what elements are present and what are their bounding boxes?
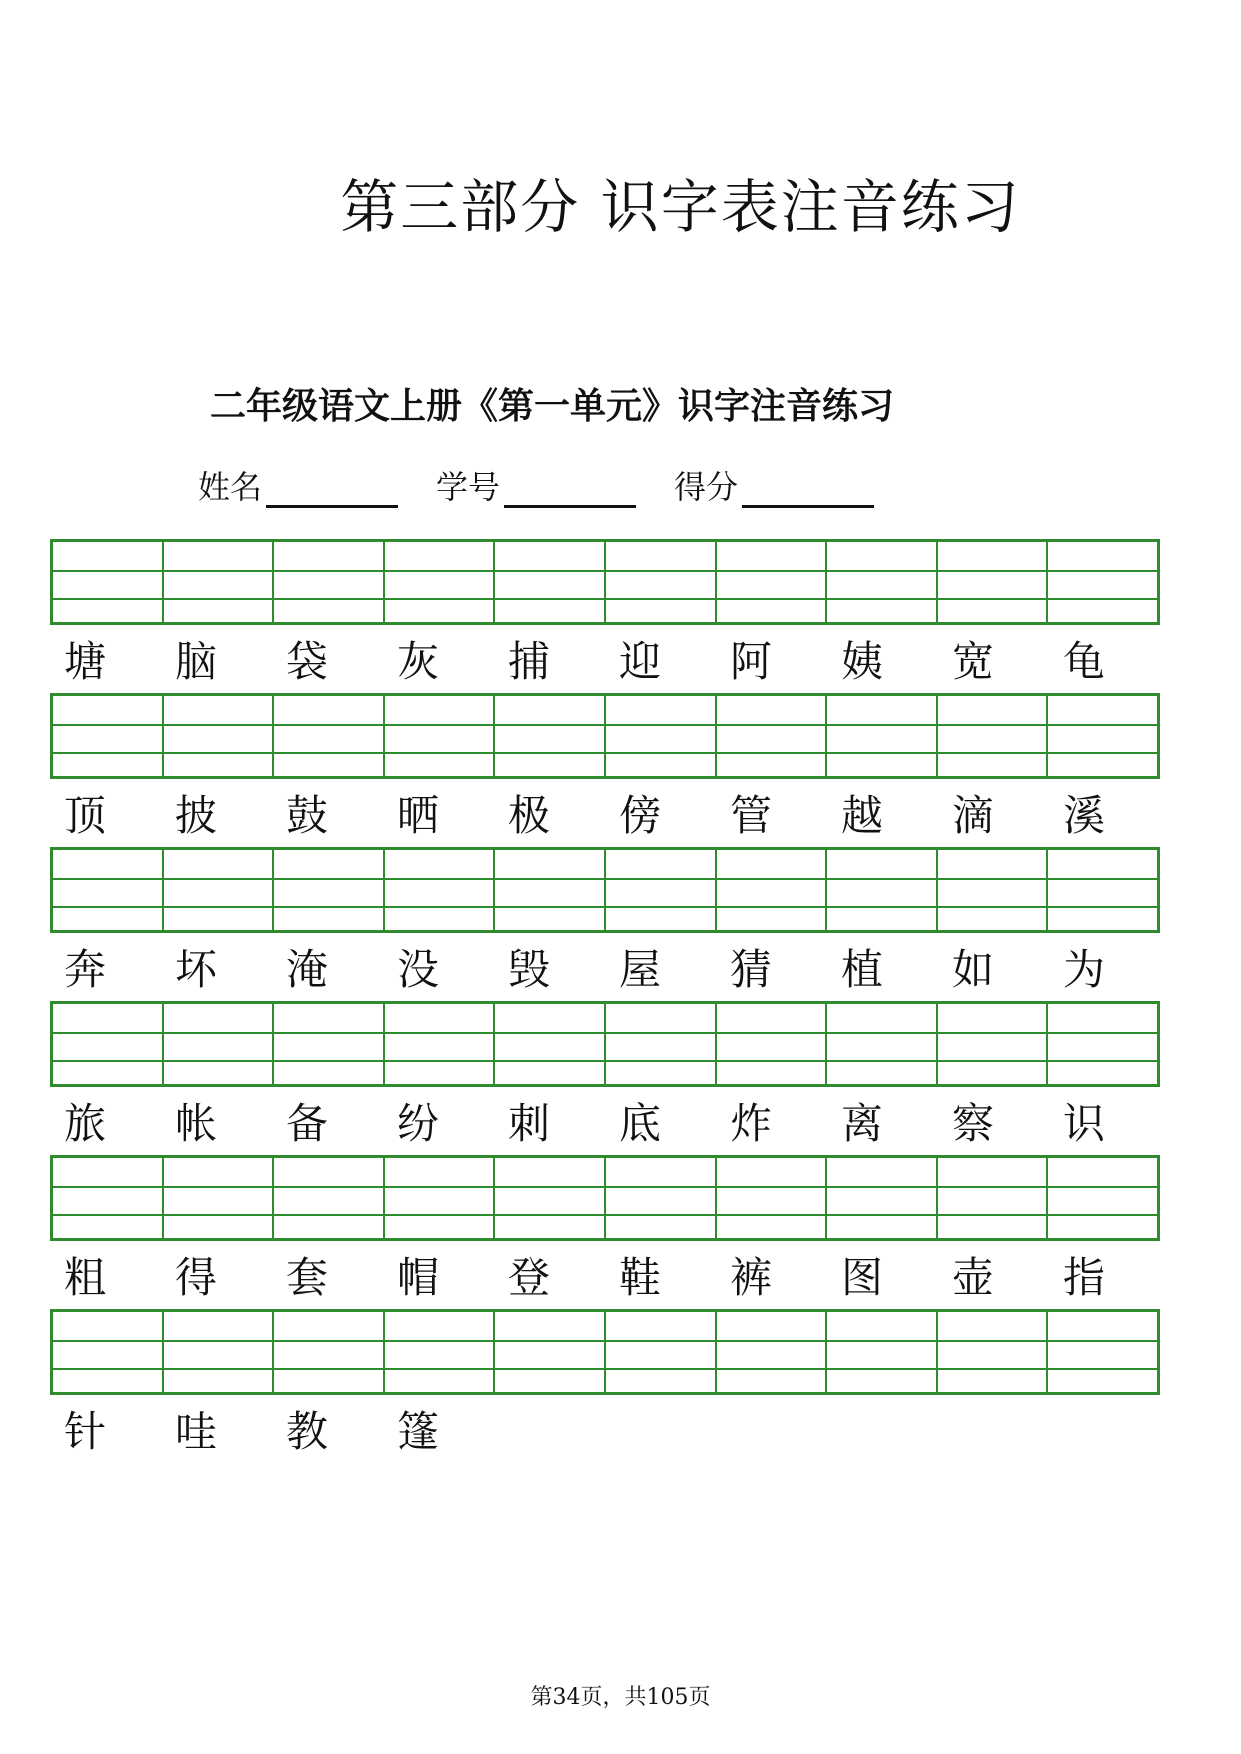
hanzi-character: 袋 xyxy=(286,637,329,686)
pinyin-writing-cell[interactable] xyxy=(1048,1158,1159,1240)
hanzi-character: 裤 xyxy=(730,1253,773,1302)
hanzi-character: 龟 xyxy=(1063,637,1106,686)
pinyin-writing-cell[interactable] xyxy=(274,1312,385,1394)
hanzi-character: 旅 xyxy=(64,1099,107,1148)
hanzi-character: 捕 xyxy=(508,637,551,686)
pinyin-writing-cell[interactable] xyxy=(385,1312,496,1394)
pinyin-grid-row xyxy=(50,1001,1160,1087)
pinyin-writing-cell[interactable] xyxy=(495,542,606,624)
pinyin-writing-cell[interactable] xyxy=(495,1312,606,1394)
page-footer: 第34页，共105页 xyxy=(530,1685,711,1710)
pinyin-writing-cell[interactable] xyxy=(827,1158,938,1240)
pinyin-writing-cell[interactable] xyxy=(274,1004,385,1086)
pinyin-grid-row xyxy=(50,1309,1160,1395)
pinyin-writing-cell[interactable] xyxy=(495,696,606,778)
character-row xyxy=(50,933,1160,1001)
pinyin-writing-cell[interactable] xyxy=(495,1004,606,1086)
hanzi-character: 炸 xyxy=(730,1099,773,1148)
pinyin-writing-cell[interactable] xyxy=(164,850,275,932)
pinyin-writing-cell[interactable] xyxy=(606,696,717,778)
pinyin-writing-cell[interactable] xyxy=(827,696,938,778)
character-row xyxy=(50,1087,1160,1155)
pinyin-writing-cell[interactable] xyxy=(164,542,275,624)
pinyin-writing-cell[interactable] xyxy=(938,850,1049,932)
pinyin-writing-cell[interactable] xyxy=(606,850,717,932)
name-blank-line[interactable] xyxy=(266,475,398,508)
pinyin-writing-cell[interactable] xyxy=(827,1004,938,1086)
student-number-field[interactable] xyxy=(436,462,636,508)
hanzi-character: 没 xyxy=(397,945,440,994)
pinyin-writing-cell[interactable] xyxy=(164,1312,275,1394)
character-row xyxy=(50,1395,1160,1463)
pinyin-writing-cell[interactable] xyxy=(827,542,938,624)
pinyin-writing-cell[interactable] xyxy=(385,542,496,624)
name-field[interactable] xyxy=(198,462,398,508)
hanzi-character: 植 xyxy=(841,945,884,994)
hanzi-character: 图 xyxy=(841,1253,884,1302)
hanzi-character: 坏 xyxy=(175,945,218,994)
hanzi-character: 越 xyxy=(841,791,884,840)
hanzi-character: 哇 xyxy=(175,1407,218,1456)
hanzi-character: 宽 xyxy=(952,637,995,686)
hanzi-character: 溪 xyxy=(1063,791,1106,840)
student-number-label: 学号 xyxy=(436,468,501,506)
pinyin-grid-row xyxy=(50,847,1160,933)
hanzi-character: 得 xyxy=(175,1253,218,1302)
hanzi-character: 底 xyxy=(619,1099,662,1148)
hanzi-character: 察 xyxy=(952,1099,995,1148)
pinyin-writing-cell[interactable] xyxy=(606,1158,717,1240)
pinyin-writing-cell[interactable] xyxy=(164,1158,275,1240)
pinyin-writing-cell[interactable] xyxy=(164,1004,275,1086)
score-field[interactable] xyxy=(674,462,874,508)
hanzi-character: 壶 xyxy=(952,1253,995,1302)
hanzi-character: 备 xyxy=(286,1099,329,1148)
pinyin-writing-cell[interactable] xyxy=(938,542,1049,624)
pinyin-writing-cell[interactable] xyxy=(274,850,385,932)
character-row xyxy=(50,1241,1160,1309)
hanzi-character: 灰 xyxy=(397,637,440,686)
pinyin-writing-cell[interactable] xyxy=(717,1158,828,1240)
pinyin-writing-cell[interactable] xyxy=(1048,1004,1159,1086)
pinyin-writing-cell[interactable] xyxy=(938,1004,1049,1086)
score-blank-line[interactable] xyxy=(742,475,874,508)
hanzi-character: 识 xyxy=(1063,1099,1106,1148)
hanzi-character: 极 xyxy=(508,791,551,840)
hanzi-character: 淹 xyxy=(286,945,329,994)
pinyin-writing-cell[interactable] xyxy=(606,542,717,624)
hanzi-character: 帽 xyxy=(397,1253,440,1302)
pinyin-writing-cell[interactable] xyxy=(717,1004,828,1086)
pinyin-writing-cell[interactable] xyxy=(1048,1312,1159,1394)
hanzi-character: 教 xyxy=(286,1407,329,1456)
pinyin-writing-cell[interactable] xyxy=(53,1158,164,1240)
pinyin-writing-cell[interactable] xyxy=(717,696,828,778)
pinyin-writing-cell[interactable] xyxy=(385,1158,496,1240)
pinyin-writing-cell[interactable] xyxy=(53,696,164,778)
hanzi-character: 猜 xyxy=(730,945,773,994)
pinyin-writing-cell[interactable] xyxy=(606,1004,717,1086)
hanzi-character: 屋 xyxy=(619,945,662,994)
pinyin-grid-row xyxy=(50,1155,1160,1241)
pinyin-grid-row xyxy=(50,539,1160,625)
hanzi-character: 帐 xyxy=(175,1099,218,1148)
pinyin-writing-cell[interactable] xyxy=(53,850,164,932)
pinyin-writing-cell[interactable] xyxy=(827,1312,938,1394)
pinyin-writing-cell[interactable] xyxy=(717,1312,828,1394)
hanzi-character: 姨 xyxy=(841,637,884,686)
pinyin-writing-cell[interactable] xyxy=(717,542,828,624)
hanzi-character: 脑 xyxy=(175,637,218,686)
pinyin-practice-sheet xyxy=(50,539,1160,1463)
hanzi-character: 傍 xyxy=(619,791,662,840)
hanzi-character: 迎 xyxy=(619,637,662,686)
pinyin-writing-cell[interactable] xyxy=(164,696,275,778)
pinyin-writing-cell[interactable] xyxy=(385,1004,496,1086)
hanzi-character: 晒 xyxy=(397,791,440,840)
hanzi-character: 登 xyxy=(508,1253,551,1302)
pinyin-writing-cell[interactable] xyxy=(385,696,496,778)
pinyin-writing-cell[interactable] xyxy=(827,850,938,932)
hanzi-character: 纷 xyxy=(397,1099,440,1148)
pinyin-writing-cell[interactable] xyxy=(274,696,385,778)
hanzi-character: 粗 xyxy=(64,1253,107,1302)
hanzi-character: 为 xyxy=(1063,945,1106,994)
hanzi-character: 顶 xyxy=(64,791,107,840)
hanzi-character: 奔 xyxy=(64,945,107,994)
part-title: 第三部分 识字表注音练习 xyxy=(340,173,1021,241)
hanzi-character: 阿 xyxy=(730,637,773,686)
hanzi-character: 篷 xyxy=(397,1407,440,1456)
student-info-row xyxy=(198,462,912,508)
pinyin-writing-cell[interactable] xyxy=(274,1158,385,1240)
pinyin-writing-cell[interactable] xyxy=(53,1004,164,1086)
hanzi-character: 塘 xyxy=(64,637,107,686)
pinyin-writing-cell[interactable] xyxy=(53,1312,164,1394)
pinyin-writing-cell[interactable] xyxy=(938,1312,1049,1394)
pinyin-writing-cell[interactable] xyxy=(385,850,496,932)
hanzi-character: 鞋 xyxy=(619,1253,662,1302)
name-label: 姓名 xyxy=(198,468,263,506)
hanzi-character: 毁 xyxy=(508,945,551,994)
hanzi-character: 鼓 xyxy=(286,791,329,840)
hanzi-character: 离 xyxy=(841,1099,884,1148)
hanzi-character: 针 xyxy=(64,1407,107,1456)
pinyin-writing-cell[interactable] xyxy=(938,696,1049,778)
pinyin-writing-cell[interactable] xyxy=(1048,850,1159,932)
unit-title: 二年级语文上册《第一单元》识字注音练习 xyxy=(210,386,895,427)
pinyin-writing-cell[interactable] xyxy=(1048,542,1159,624)
pinyin-writing-cell[interactable] xyxy=(606,1312,717,1394)
hanzi-character: 套 xyxy=(286,1253,329,1302)
hanzi-character: 指 xyxy=(1063,1253,1106,1302)
hanzi-character: 刺 xyxy=(508,1099,551,1148)
pinyin-writing-cell[interactable] xyxy=(495,1158,606,1240)
pinyin-writing-cell[interactable] xyxy=(53,542,164,624)
character-row xyxy=(50,625,1160,693)
pinyin-writing-cell[interactable] xyxy=(1048,696,1159,778)
hanzi-character: 滴 xyxy=(952,791,995,840)
hanzi-character: 管 xyxy=(730,791,773,840)
score-label: 得分 xyxy=(674,468,739,506)
pinyin-writing-cell[interactable] xyxy=(495,850,606,932)
character-row xyxy=(50,779,1160,847)
hanzi-character: 披 xyxy=(175,791,218,840)
pinyin-grid-row xyxy=(50,693,1160,779)
pinyin-writing-cell[interactable] xyxy=(274,542,385,624)
pinyin-writing-cell[interactable] xyxy=(717,850,828,932)
hanzi-character: 如 xyxy=(952,945,995,994)
pinyin-writing-cell[interactable] xyxy=(938,1158,1049,1240)
student-number-blank-line[interactable] xyxy=(504,475,636,508)
